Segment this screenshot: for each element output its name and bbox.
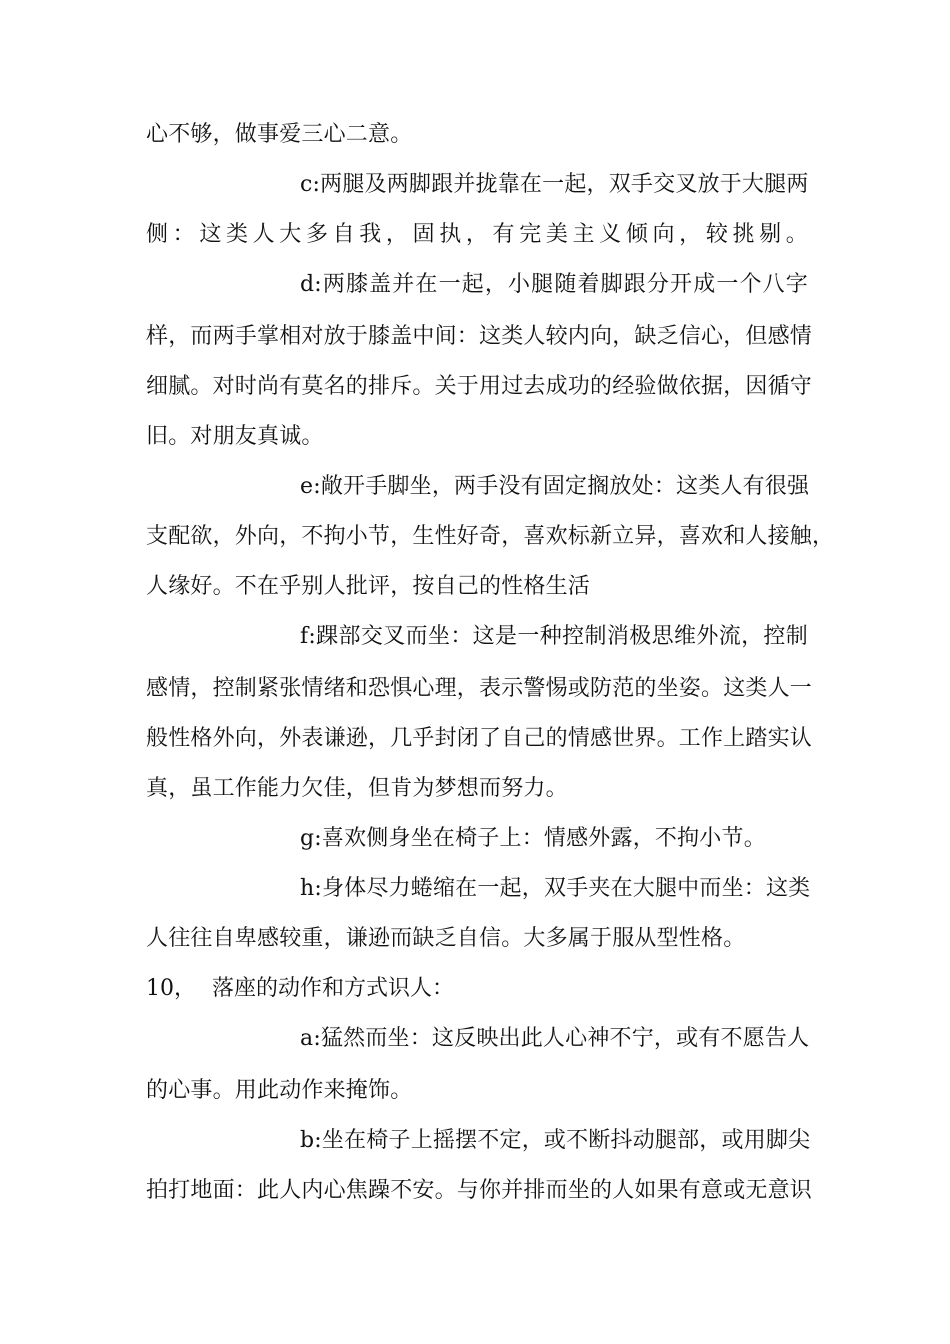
section-number: 10，: [146, 976, 196, 1001]
text-line: 的心事。用此动作来掩饰。: [146, 1078, 413, 1103]
text-line: 拍打地面：此人内心焦躁不安。与你并排而坐的人如果有意或无意识: [146, 1178, 813, 1203]
text-line: 侧：这类人大多自我，固执，有完美主义倾向，较挑剔。: [146, 222, 808, 247]
text-line: f:踝部交叉而坐：这是一种控制消极思维外流，控制: [300, 624, 808, 649]
text-line: c:两腿及两脚跟并拢靠在一起，双手交叉放于大腿两: [300, 172, 809, 197]
text-line: g:喜欢侧身坐在椅子上：情感外露，不拘小节。: [300, 826, 766, 851]
text-line: 真，虽工作能力欠佳，但肯为梦想而努力。: [146, 776, 568, 801]
text-line: 样，而两手掌相对放于膝盖中间：这类人较内向，缺乏信心，但感情: [146, 324, 813, 349]
text-line: d:两膝盖并在一起，小腿随着脚跟分开成一个八字: [300, 272, 808, 297]
text-line: 心不够，做事爱三心二意。: [146, 122, 413, 147]
text-line: 人缘好。不在乎别人批评，按自己的性格生活: [146, 574, 591, 599]
text-line: 感情，控制紧张情绪和恐惧心理，表示警惕或防范的坐姿。这类人一: [146, 676, 813, 701]
text-line: 支配欲，外向，不拘小节，生性好奇，喜欢标新立异，喜欢和人接触，: [146, 524, 835, 549]
text-line: 人往往自卑感较重，谦逊而缺乏自信。大多属于服从型性格。: [146, 926, 746, 951]
text-line: 细腻。对时尚有莫名的排斥。关于用过去成功的经验做依据，因循守: [146, 374, 813, 399]
section-title: 落座的动作和方式识人：: [212, 976, 455, 1001]
text-line: a:猛然而坐：这反映出此人心神不宁，或有不愿告人: [300, 1026, 810, 1051]
text-line: 般性格外向，外表谦逊，几乎封闭了自己的情感世界。工作上踏实认: [146, 726, 813, 751]
text-line: 旧。对朋友真诚。: [146, 424, 324, 449]
text-line: h:身体尽力蜷缩在一起，双手夹在大腿中而坐：这类: [300, 876, 811, 901]
text-line: e:敞开手脚坐，两手没有固定搁放处：这类人有很强: [300, 474, 810, 499]
text-line: b:坐在椅子上摇摆不定，或不断抖动腿部，或用脚尖: [300, 1128, 811, 1153]
